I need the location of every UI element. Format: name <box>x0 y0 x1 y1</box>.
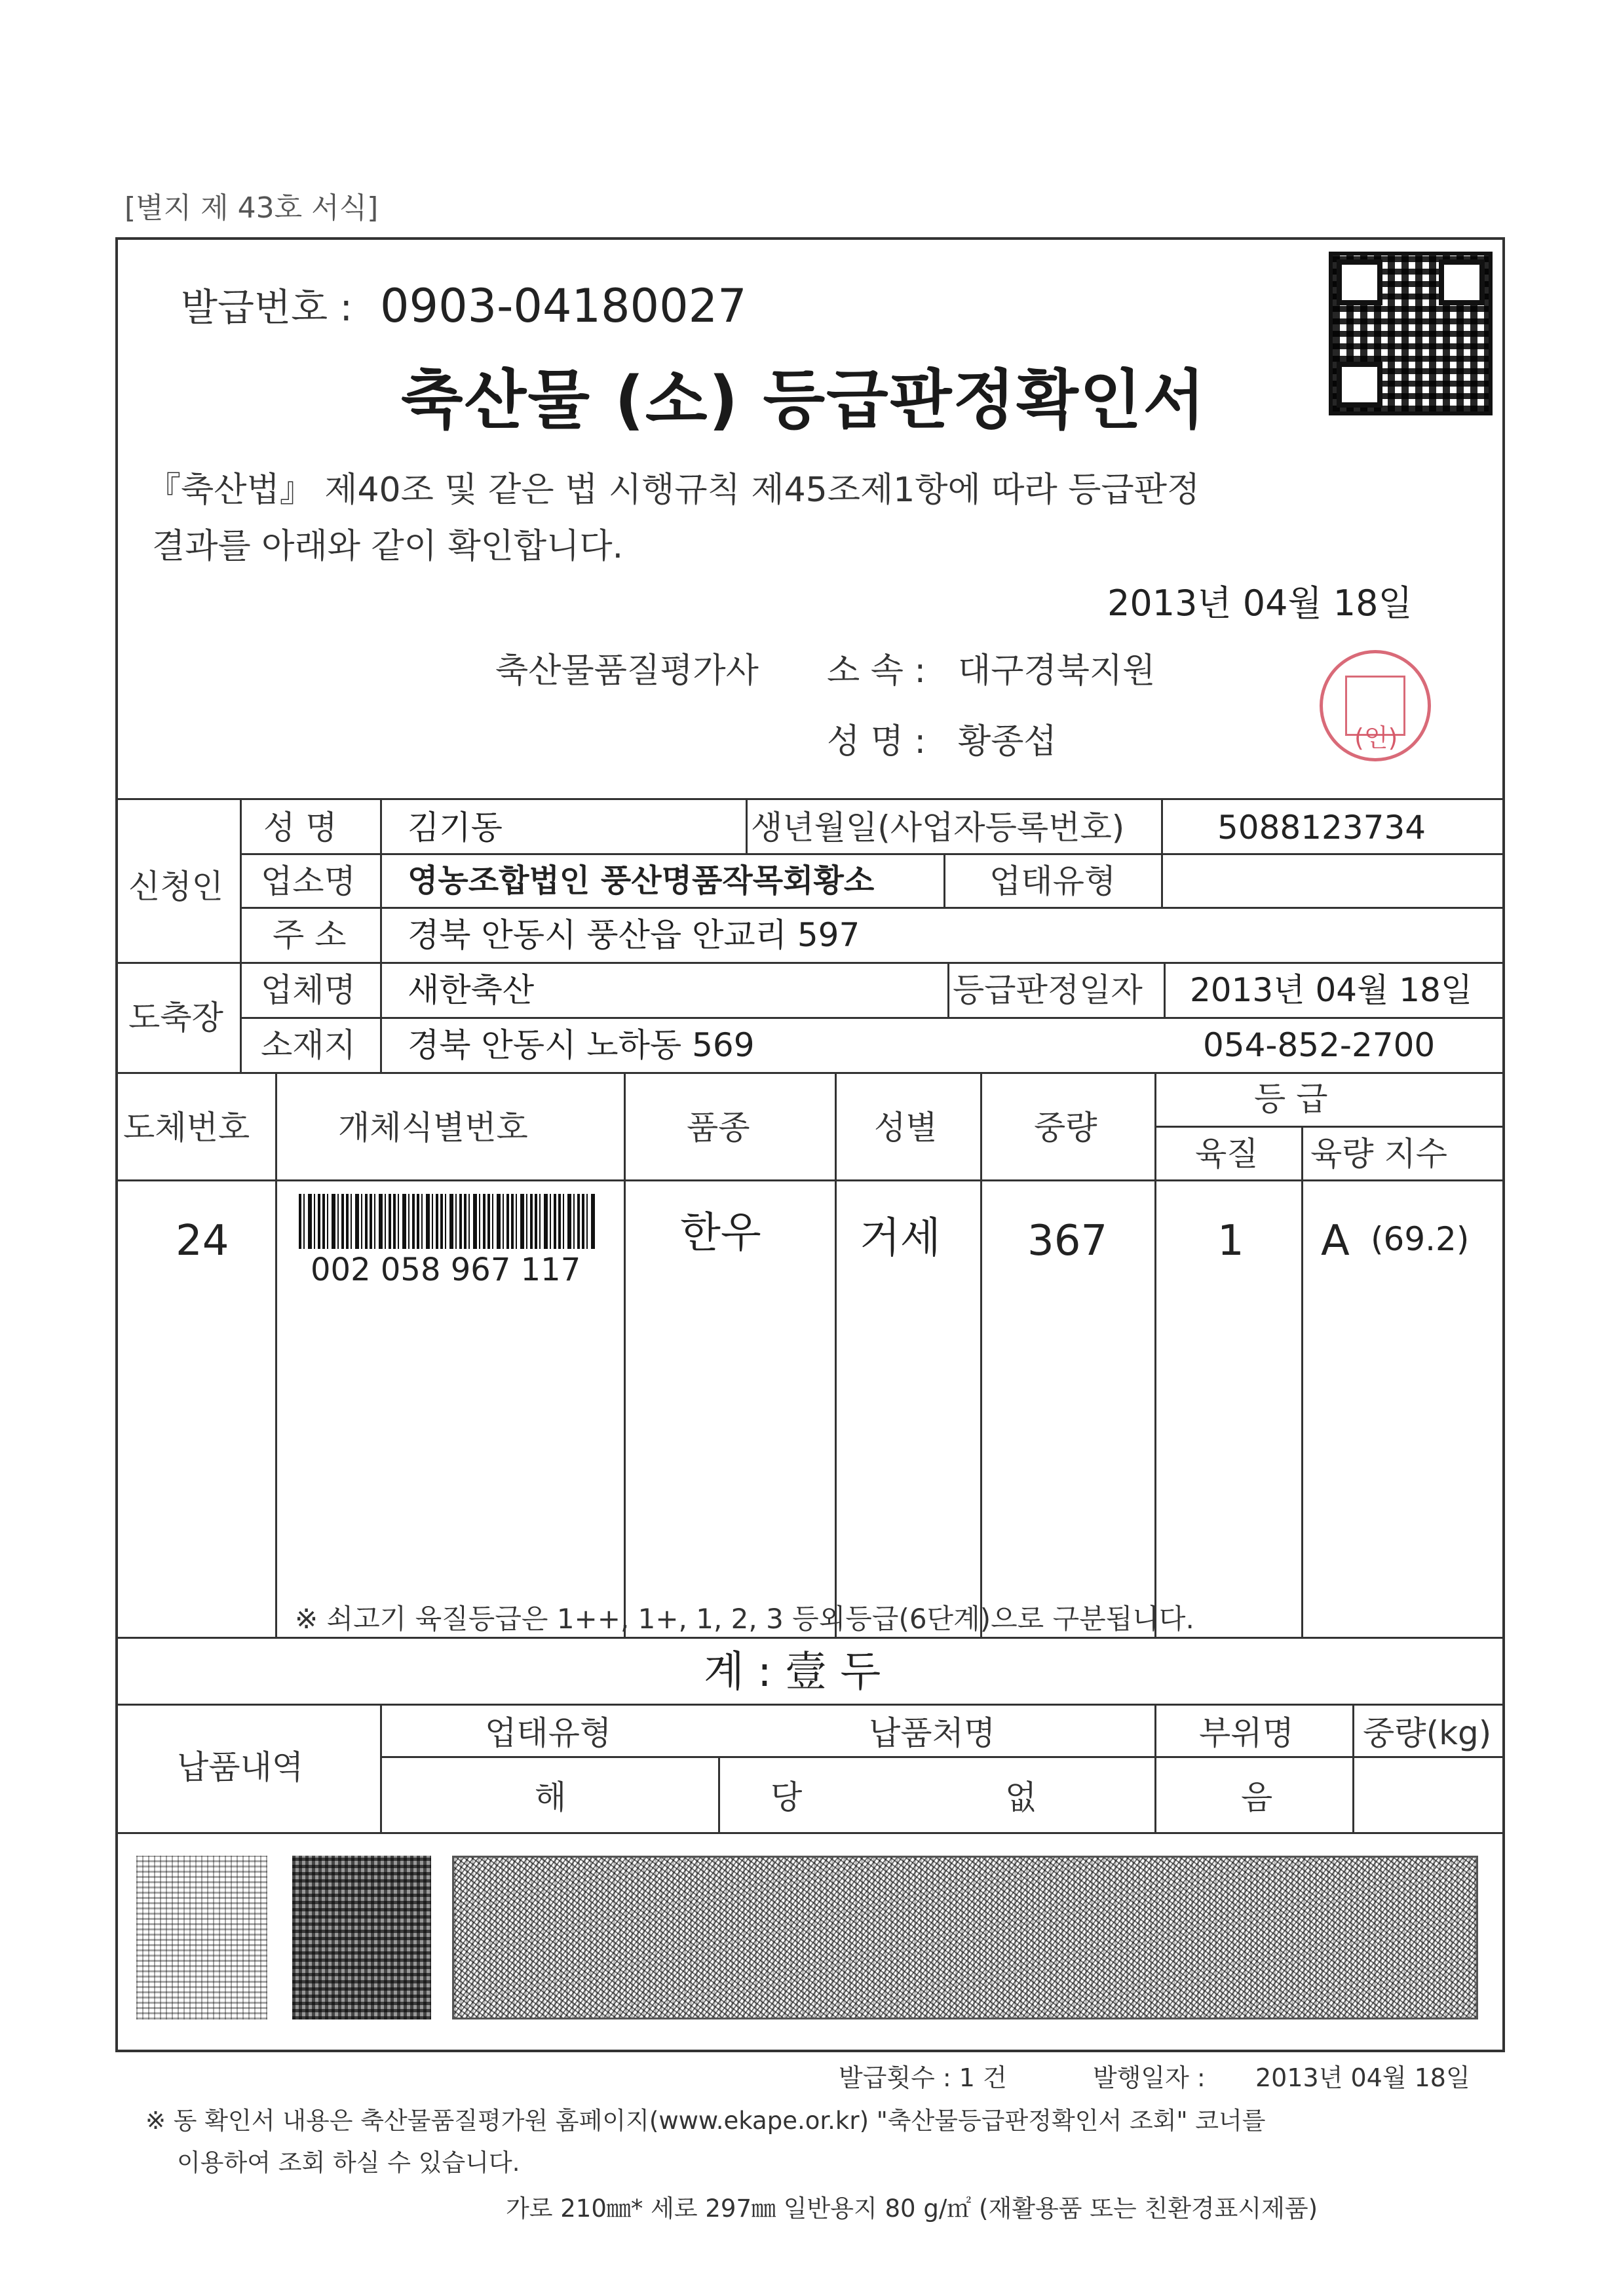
issue-number-label: 발급번호 : <box>181 285 353 330</box>
divider <box>1161 798 1163 853</box>
security-pattern <box>452 1856 1478 2019</box>
slaughterhouse-name: 새한축산 <box>408 971 535 1009</box>
issue-number: 0903-04180027 <box>380 279 747 333</box>
divider <box>624 1072 626 1637</box>
divider <box>115 1637 1505 1639</box>
name-label: 성 명 <box>263 809 337 847</box>
qr-finder-pattern <box>1439 259 1485 305</box>
form-number: [별지 제 43호 서식] <box>124 191 379 225</box>
applicant-address: 경북 안동시 풍산읍 안교리 597 <box>408 916 860 954</box>
business-type-label: 업태유형 <box>989 862 1116 900</box>
grade-note: ※ 쇠고기 육질등급은 1++, 1+, 1, 2, 3 등외등급(6단계)으로 구분됩니다. <box>295 1603 1194 1635</box>
meat-quality-header: 육질 <box>1195 1135 1259 1173</box>
carcass-number-header: 도체번호 <box>123 1109 250 1147</box>
divider <box>1164 962 1166 1017</box>
divider <box>115 1704 1505 1706</box>
paper-spec: 가로 210㎜* 세로 297㎜ 일반용지 80 g/㎡ (재활용품 또는 친환경표시제품) <box>506 2194 1318 2223</box>
official-seal <box>1320 650 1431 761</box>
divider <box>1154 1704 1156 1832</box>
weight: 367 <box>1027 1217 1108 1265</box>
address-label: 주 소 <box>273 916 347 954</box>
issue-date: 2013년 04월 18일 <box>1107 583 1413 624</box>
evaluator-name: 황종섭 <box>958 722 1057 761</box>
yield-grade: A <box>1321 1217 1350 1265</box>
divider <box>115 1072 1505 1074</box>
qr-code <box>1329 252 1493 415</box>
yield-header: 육량 지수 <box>1310 1135 1448 1173</box>
delivery-value-1: 해 <box>535 1778 567 1816</box>
divider <box>240 798 242 1072</box>
yield-index: (69.2) <box>1371 1220 1470 1258</box>
security-pattern <box>292 1856 431 2019</box>
applicant-section-label: 신청인 <box>128 868 223 906</box>
divider <box>1352 1704 1354 1832</box>
divider <box>980 1072 982 1637</box>
delivery-value-3: 없 <box>1005 1778 1037 1816</box>
divider <box>1154 1126 1505 1128</box>
divider <box>835 1072 837 1637</box>
seal-mark: (인) <box>1354 723 1398 752</box>
affiliation: 대구경북지원 <box>958 651 1156 691</box>
total-count: 계 : 壹 두 <box>704 1648 881 1696</box>
statement-line-2: 결과를 아래와 같이 확인합니다. <box>152 527 624 566</box>
divider <box>240 907 1505 909</box>
issue-count: 발급횟수 : 1 건 <box>839 2063 1007 2092</box>
divider <box>115 1179 1505 1181</box>
delivery-biztype-header: 업태유형 <box>485 1714 612 1752</box>
delivery-section-label: 납품내역 <box>177 1748 304 1786</box>
weight-header: 중량 <box>1034 1109 1097 1147</box>
document-title: 축산물 (소) 등급판정확인서 <box>401 363 1207 438</box>
id-number: 002 058 967 117 <box>311 1252 581 1288</box>
divider <box>947 962 949 1017</box>
company-label: 업체명 <box>261 971 356 1009</box>
delivery-recipient-header: 납품처명 <box>869 1714 996 1752</box>
divider <box>380 1756 1505 1758</box>
issue-date-footer-label: 발행일자 : <box>1093 2063 1206 2092</box>
grade-header: 등 급 <box>1254 1080 1328 1118</box>
divider <box>380 1704 382 1832</box>
id-number-header: 개체식별번호 <box>338 1109 528 1147</box>
delivery-part-header: 부위명 <box>1199 1714 1294 1752</box>
divider <box>943 853 945 907</box>
qr-finder-pattern <box>1337 362 1382 408</box>
barcode <box>299 1194 595 1249</box>
slaughterhouse-phone: 054-852-2700 <box>1203 1026 1436 1064</box>
birth-label: 생년월일(사업자등록번호) <box>751 809 1125 847</box>
divider <box>115 1832 1505 1834</box>
breed: 한우 <box>680 1209 761 1257</box>
sex-header: 성별 <box>874 1109 938 1147</box>
issue-date-footer: 2013년 04월 18일 <box>1255 2063 1470 2092</box>
delivery-weight-header: 중량(kg) <box>1363 1714 1492 1752</box>
slaughterhouse-section-label: 도축장 <box>128 999 223 1037</box>
business-name: 영농조합법인 풍산명품작목회황소 <box>408 862 875 899</box>
grade-date-label: 등급판정일자 <box>953 971 1143 1009</box>
notice-line-1: ※ 동 확인서 내용은 축산물품질평가원 홈페이지(www.ekape.or.kr) "축산물등급판정확인서 조회" 코너를 <box>145 2107 1266 2135</box>
applicant-name: 김기동 <box>408 809 503 847</box>
delivery-value-4: 음 <box>1241 1778 1273 1816</box>
notice-line-2: 이용하여 조회 하실 수 있습니다. <box>177 2149 520 2177</box>
breed-header: 품종 <box>687 1109 750 1147</box>
divider <box>275 1072 277 1637</box>
divider <box>718 1756 720 1832</box>
evaluator-name-label: 성 명 : <box>827 722 926 761</box>
divider <box>115 962 1505 964</box>
carcass-number: 24 <box>176 1217 229 1265</box>
divider <box>380 798 382 1072</box>
divider <box>746 798 748 853</box>
qr-finder-pattern <box>1337 259 1382 305</box>
location-label: 소재지 <box>261 1026 356 1064</box>
divider <box>115 798 1505 800</box>
grade-date: 2013년 04월 18일 <box>1190 971 1473 1009</box>
affiliation-label: 소 속 : <box>827 651 926 691</box>
divider <box>1301 1126 1303 1637</box>
security-pattern <box>136 1856 267 2019</box>
slaughterhouse-location: 경북 안동시 노하동 569 <box>408 1026 755 1064</box>
business-name-label: 업소명 <box>261 862 356 900</box>
business-registration-number: 5088123734 <box>1217 809 1426 847</box>
meat-quality-grade: 1 <box>1217 1217 1244 1265</box>
sex: 거세 <box>860 1214 941 1263</box>
divider <box>1154 1072 1156 1637</box>
delivery-value-2: 당 <box>771 1778 803 1816</box>
divider <box>240 1017 1505 1019</box>
divider <box>240 853 1505 855</box>
divider <box>1161 853 1163 907</box>
statement-line-1: 『축산법』 제40조 및 같은 법 시행규칙 제45조제1항에 따라 등급판정 <box>147 470 1200 510</box>
evaluator-title: 축산물품질평가사 <box>495 651 759 691</box>
